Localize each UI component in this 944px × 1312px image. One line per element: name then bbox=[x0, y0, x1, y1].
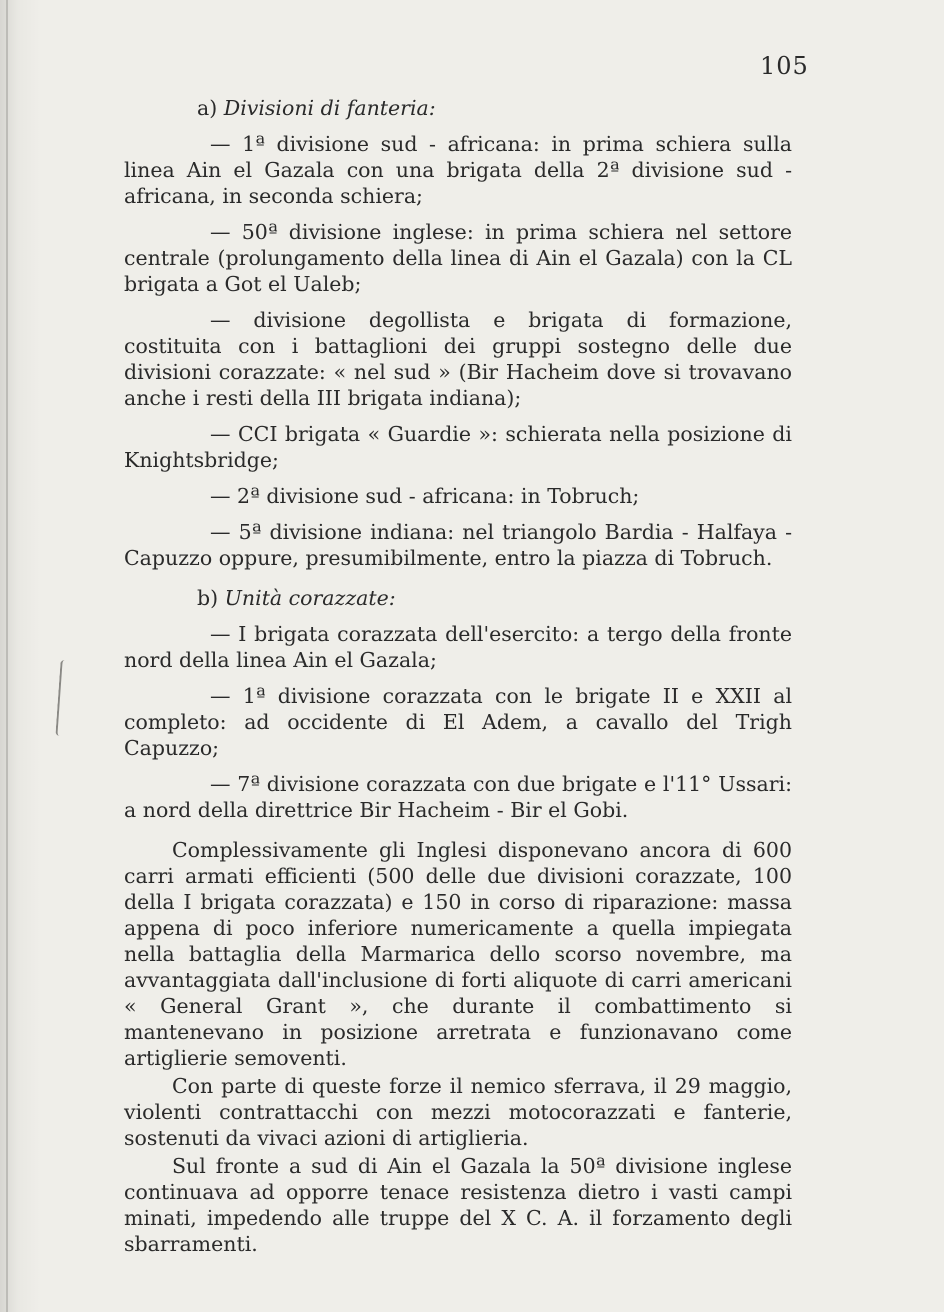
list-item: — divisione degollista e brigata di formazione, costituita con i battaglioni dei gruppi sostegno delle due divisioni corazzate: « nel sud » (Bir Hacheim dove si trovavano anche i resti della III brigata indiana); bbox=[124, 308, 792, 410]
list-item: — I brigata corazzata dell'esercito: a tergo della fronte nord della linea Ain el Gazala; bbox=[124, 622, 792, 672]
list-item: — 5ª divisione indiana: nel triangolo Bardia - Halfaya - Capuzzo oppure, presumibilmente, entro la piazza di Tobruch. bbox=[124, 520, 792, 570]
list-item: — 1ª divisione sud - africana: in prima schiera sulla linea Ain el Gazala con una brigata della 2ª divisione sud - africana, in seconda schiera; bbox=[124, 132, 792, 208]
page-number: 105 bbox=[760, 52, 809, 80]
page-text bbox=[124, 95, 792, 1257]
section-b-title: Unità corazzate: bbox=[224, 586, 396, 610]
body-paragraph: Con parte di queste forze il nemico sferrava, il 29 maggio, violenti contrattacchi con mezzi motocorazzati e fanterie, sostenuti da vivaci azioni di artiglieria. bbox=[124, 1074, 792, 1150]
section-b-heading bbox=[124, 585, 792, 611]
section-a-label: a) bbox=[197, 96, 218, 120]
list-item: — 1ª divisione corazzata con le brigate II e XXII al completo: ad occidente di El Adem, a cavallo del Trigh Capuzzo; bbox=[124, 684, 792, 760]
list-item: — CCI brigata « Guardie »: schierata nella posizione di Knightsbridge; bbox=[124, 422, 792, 472]
list-item: — 50ª divisione inglese: in prima schiera nel settore centrale (prolungamento della linea di Ain el Gazala) con la CL brigata a Got el Ualeb; bbox=[124, 220, 792, 296]
list-item: — 2ª divisione sud - africana: in Tobruch; bbox=[210, 484, 640, 508]
section-b-label: b) bbox=[197, 586, 219, 610]
section-a-title: Divisioni di fanteria: bbox=[223, 96, 436, 120]
section-a-heading bbox=[124, 95, 792, 121]
list-item: — 7ª divisione corazzata con due brigate e l'11° Ussari: a nord della direttrice Bir Hacheim - Bir el Gobi. bbox=[124, 772, 792, 822]
body-paragraph: Sul fronte a sud di Ain el Gazala la 50ª divisione inglese continuava ad opporre tenace resistenza dietro i vasti campi minati, impedendo alle truppe del X C. A. il forzamento degli sbarramenti. bbox=[124, 1154, 792, 1256]
margin-pencil-mark bbox=[55, 660, 68, 736]
body-paragraph: Complessivamente gli Inglesi disponevano ancora di 600 carri armati efficienti (500 delle due divisioni corazzate, 100 della I brigata corazzata) e 150 in corso di riparazione: massa appena di poco inferiore numericamente a quella impiegata nella battaglia della Marmarica dello scorso novembre, ma avvantaggiata dall'inclusione di forti aliquote di carri americani « General Grant », che durante il combattimento si mantenevano in posizione arretrata e funzionavano come artiglierie semoventi. bbox=[124, 838, 792, 1070]
page-edge bbox=[6, 0, 8, 1312]
